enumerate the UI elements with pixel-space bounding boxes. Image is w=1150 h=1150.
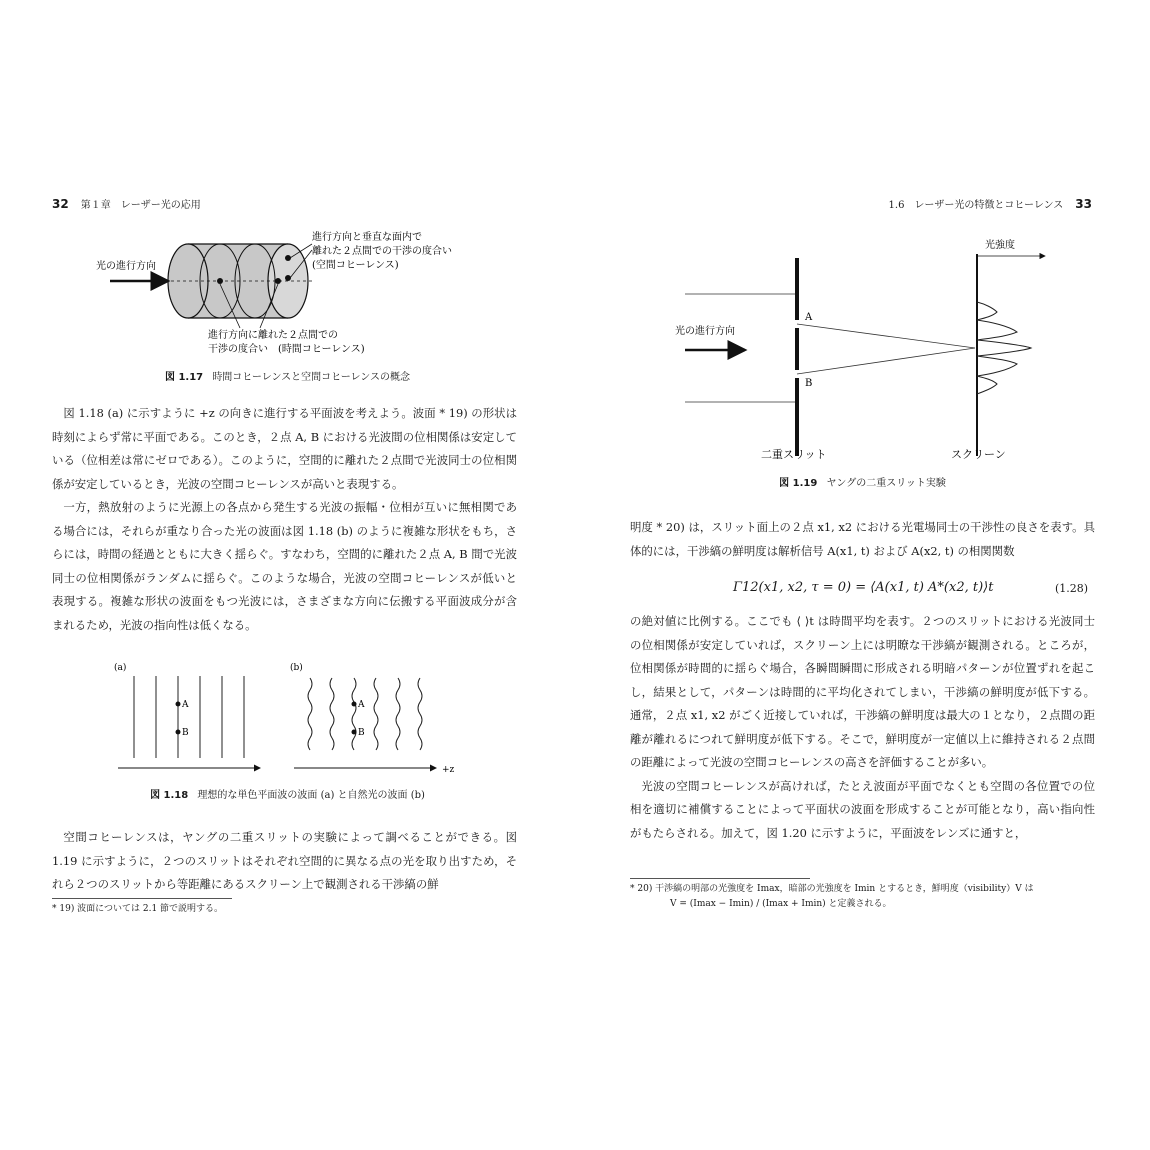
right-para-2: の絶対値に比例する。ここでも ⟨ ⟩t は時間平均を表す。２つのスリットにおける光波同士の位相関係が安定していれば，スクリーン上には明瞭な干渉縞が観測される。ところが，位相関係が時間的に揺らぐ場合，各瞬間瞬間に形成される明暗パターンが位置ずれを起こし，結果として，パターンは時間的に平均化されてしまい，干渉縞の鮮明度が低下する。通常，２点 x1, x2 がごく近接していれば，干渉縞の鮮明度は最大の１となり，２点間の距離が離れるにつれて鮮明度が低下する。そこで，鮮明度が一定値以上に維持される２点間の距離によって光波の空間コヒーレンスの高さを評価することが多い。 (630, 614, 1095, 769)
right-para-1: 明度 * 20) は，スリット面上の２点 x1, x2 における光電場同士の干渉性の良さを表す。具体的には，干渉縞の鮮明度は解析信号 A(x1, t) および A(x2, t) の相関関数 (630, 520, 1095, 558)
figure-1-17 (80, 222, 500, 362)
right-footnote (630, 882, 1095, 912)
fig117-spatial-label-1: 進行方向と垂直な面内で (312, 232, 422, 243)
fig119-direction-label: 光の進行方向 (675, 326, 735, 337)
figure-1-18-number: 図 1.18 (150, 790, 189, 801)
right-footnote-line-2: V = (Imax − Imin) / (Imax + Imin) と定義される。 (670, 899, 892, 909)
right-para-3: 光波の空間コヒーレンスが高ければ，たとえ波面が平面でなくとも空間の各位置での位相を適切に補償することによって平面状の波面を形成することが可能となり，高い指向性がもたらされる。加えて，図 1.20 に示すように，平面波をレンズに通すと， (630, 778, 1095, 840)
fig118-b-point-a: A (358, 700, 365, 710)
fig117-temporal-label-1: 進行方向に離れた２点間での (208, 330, 338, 341)
left-para-3: 空間コヒーレンスは，ヤングの二重スリットの実験によって調べることができる。図 1.19 に示すように，２つのスリットはそれぞれ空間的に異なる点の光を取り出すため，それら２つのスリットから等距離にあるスクリーン上で観測される干渉縞の鮮 (52, 830, 517, 891)
figure-1-17-caption (0, 368, 575, 383)
left-paragraphs-2 (52, 826, 517, 897)
figure-1-19 (675, 228, 1075, 468)
fig118-panel-b: (b) (290, 663, 303, 673)
right-page (575, 0, 1150, 1150)
fig119-slit-label: 二重スリット (761, 448, 827, 461)
left-footnote: * 19) 波面については 2.1 節で説明する。 (52, 904, 224, 914)
figure-1-19-caption (575, 474, 1150, 489)
figure-1-18-text: 理想的な単色平面波の波面 (a) と自然光の波面 (b) (197, 790, 425, 801)
fig118-axis-label: +z (442, 765, 455, 775)
figure-1-18-caption (0, 786, 575, 801)
right-paragraphs-2 (630, 610, 1095, 845)
fig117-spatial-label-2: 離れた２点間での干渉の度合い (312, 246, 452, 257)
fig117-spatial-label-3: (空間コヒーレンス) (312, 260, 399, 271)
right-footnote-rule (630, 878, 810, 879)
fig119-label-b: B (805, 378, 813, 389)
figure-1-19-text: ヤングの二重スリット実験 (826, 478, 946, 489)
right-running-head (889, 196, 1092, 211)
left-running-title: 第１章 レーザー光の応用 (80, 200, 201, 211)
fig118-panel-a: (a) (114, 663, 127, 673)
left-paragraphs-1 (52, 402, 517, 637)
fig118-b-point-b: B (358, 728, 365, 738)
right-page-number: 33 (1075, 197, 1092, 211)
left-para-2: 一方，熱放射のように光源上の各点から発生する光波の振幅・位相が互いに無相関である場合には，それらが重なり合った光の波面は図 1.18 (b) のように複雑な形状をもち，さらには，時間の経過とともに大きく揺らぐ。すなわち，空間的に離れた２点 A, B 間で光波同士の位相関係がランダムに揺らぐ。このような場合，光波の空間コヒーレンスが低いと表現する。複雑な形状の波面をもつ光波には，さまざまな方向に伝搬する平面波成分が含まれるため，光波の指向性は低くなる。 (52, 500, 517, 632)
fig118-a-point-b: B (182, 728, 189, 738)
left-running-head (52, 196, 201, 211)
fig119-screen-label: スクリーン (951, 448, 1006, 461)
right-running-title: 1.6 レーザー光の特徴とコヒーレンス (888, 200, 1064, 211)
figure-1-17-text: 時間コヒーレンスと空間コヒーレンスの概念 (212, 372, 411, 383)
left-page-number: 32 (52, 197, 69, 211)
fig119-intensity-label: 光強度 (985, 240, 1015, 251)
equation-number: (1.28) (1055, 582, 1089, 595)
left-footnote-rule (52, 898, 232, 899)
fig117-temporal-label-2: 干渉の度合い (時間コヒーレンス) (208, 344, 365, 355)
fig118-a-point-a: A (182, 700, 189, 710)
fig119-label-a: A (805, 312, 813, 323)
equation-1-28: Γ12(x1, x2, τ = 0) = ⟨A(x1, t) A*(x2, t)⟩t (733, 580, 994, 595)
fig117-direction-label: 光の進行方向 (96, 261, 156, 272)
figure-1-19-number: 図 1.19 (779, 478, 818, 489)
figure-1-17-number: 図 1.17 (164, 372, 204, 383)
left-para-1: 図 1.18 (a) に示すように +z の向きに進行する平面波を考えよう。波面 * 19) の形状は時刻によらず常に平面である。このとき，２点 A, B における光波間の位相関係は安定している（位相差は常にゼロである）。このように，空間的に離れた２点間で光波同士の位相関係が安定しているとき，光波の空間コヒーレンスが高いと表現する。 (52, 406, 517, 491)
figure-1-18 (110, 658, 470, 778)
right-paragraphs-1 (630, 516, 1095, 563)
right-footnote-line-1: * 20) 干渉縞の明部の光強度を Imax，暗部の光強度を Imin とするとき，鮮明度（visibility）V は (630, 884, 1034, 894)
